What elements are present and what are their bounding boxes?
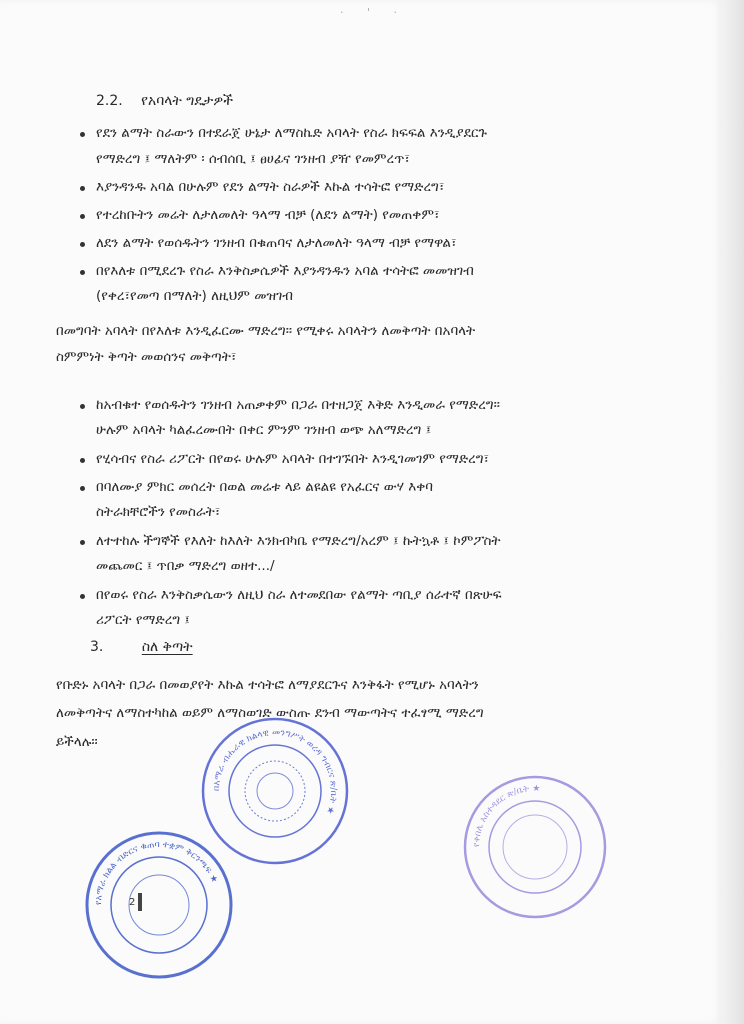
list-item: እያንዳንዱ አባል በሁሉም የደን ልማት ስራዎች እኩል ተሳትፎ የማድረግ፣ — [96, 179, 445, 195]
stamp-graphic — [84, 830, 234, 980]
section-number: 2.2. — [96, 93, 123, 109]
list-item: በየወሩ የስራ እንቅስቃሴውን ለዚህ ስራ ለተመደበው የልማት ጣቢያ ሰራተኛ በጽሁፍ — [96, 587, 502, 603]
page-marker — [138, 893, 142, 911]
bullet-dot — [80, 486, 85, 491]
bullet-dot — [80, 242, 85, 247]
list-item: ከአብቁተ የወሰዱትን ገንዘብ አጠቃቀም በጋራ በተዘጋጀ እቅድ እንዲመራ የማድረግ፡፡ — [96, 397, 500, 413]
round-stamp-blue-2 — [84, 830, 234, 980]
scan-marks: · ' · — [340, 6, 408, 19]
list-item-continued: ስትራክቸሮችን የመስራት፣ — [96, 504, 221, 520]
stamp-text: በአማራ ብሔራዊ ክልላዊ መንግሥት ወረዳ ግብርና ጽ/ቤት ★ — [211, 727, 339, 816]
round-stamp-purple — [462, 774, 608, 920]
paragraph-line: ለመቅጣትና ለማስተካከል ወይም ለማስወገድ ውስጡ ደንብ ማውጣትና ተፈፃሚ ማድረግ — [56, 705, 484, 721]
paragraph-line: የቡድኑ አባላት በጋራ በመወያየት እኩል ተሳትፎ ለማያደርጉና እንቅፋት የሚሆኑ አባላትን — [56, 677, 479, 693]
stamp-graphic — [462, 774, 608, 920]
list-item: የተረከቡትን መሬት ለታለመለት ዓላማ ብቻ (ለደን ልማት) የመጠቀም፣ — [96, 207, 440, 223]
stamp-text: የአማራ ክልል ብድርና ቁጠባ ተቋም ቅርንጫፍ ★ — [93, 839, 220, 906]
page-number-text: 2 — [129, 897, 136, 908]
bullet-dot — [80, 458, 85, 463]
section-title: የአባላት ግዴታዎች — [141, 93, 234, 109]
bullet-dot — [80, 594, 85, 599]
list-item-continued: (የቀረ፣የመጣ በማለት) ለዚህም መዝገብ — [96, 288, 293, 304]
section-number: 3. — [90, 639, 104, 655]
list-item: ለተተከሉ ችግኞች የእለት ከእለት እንክብካቤ የማድረግ/አረም ፤ ኩትኳቶ ፤ ኮምፖስት — [96, 533, 501, 549]
paragraph-line: ይችላሉ፡፡ — [56, 734, 98, 750]
bullet-dot — [80, 214, 85, 219]
list-item: የሂሳብና የስራ ሪፖርት በየወሩ ሁሉም አባላት በተገኙበት እንዲገመገም የማድረግ፣ — [96, 451, 490, 467]
bullet-dot — [80, 186, 85, 191]
list-item: በባለሙያ ምክር መሰረት በወል መሬቱ ላይ ልዩልዩ የአፈርና ውሃ እቀባ — [96, 479, 434, 495]
bullet-dot — [80, 132, 85, 137]
bullet-dot — [80, 540, 85, 545]
paragraph-line: ስምምነት ቅጣት መወሰንና መቅጣት፣ — [56, 349, 237, 365]
list-item: በየእለቱ በሚደረጉ የስራ እንቅስቃሴዎች እያንዳንዱን አባል ተሳትፎ መመዝገብ — [96, 263, 474, 279]
list-item: የደን ልማት ስራውን በተደራጀ ሁኔታ ለማስኬድ አባላት የስራ ክፍፍል እንዲያደርጉ — [96, 125, 487, 141]
stamp-text: የቀበሌ አስተዳደር ጽ/ቤት ★ — [471, 783, 541, 848]
list-item-continued: መጨመር ፤ ጥበቃ ማድረግ ወዘተ.../ — [96, 558, 275, 574]
list-item: ለደን ልማት የወሰዱትን ገንዘብ በቁጠባና ለታለመለት ዓላማ ብቻ የማዋል፣ — [96, 235, 457, 251]
section-heading-2-2 — [96, 92, 233, 110]
section-heading-3 — [90, 638, 193, 656]
section-title: ስለ ቅጣት — [141, 639, 193, 655]
paragraph-line: በመግባት አባላት በየእለቱ እንዲፈርሙ ማድረግ፡፡ የሚቀሩ አባላትን ለመቅጣት በአባላት — [56, 323, 476, 339]
list-item-continued: የማድረግ ፤ ማለትም ፡ ሰብሰቢ ፤ ፀሀፊና ገንዘብ ያዥ የመምረጥ፣ — [96, 151, 410, 167]
page-number — [129, 893, 142, 911]
bullet-dot — [80, 404, 85, 409]
bullet-dot — [80, 270, 85, 275]
list-item-continued: ሁሉም አባላት ካልፈረሙበት በቀር ምንም ገንዘብ ወጭ አለማድረግ ፤ — [96, 422, 432, 438]
list-item-continued: ሪፖርት የማድረግ ፤ — [96, 612, 190, 628]
